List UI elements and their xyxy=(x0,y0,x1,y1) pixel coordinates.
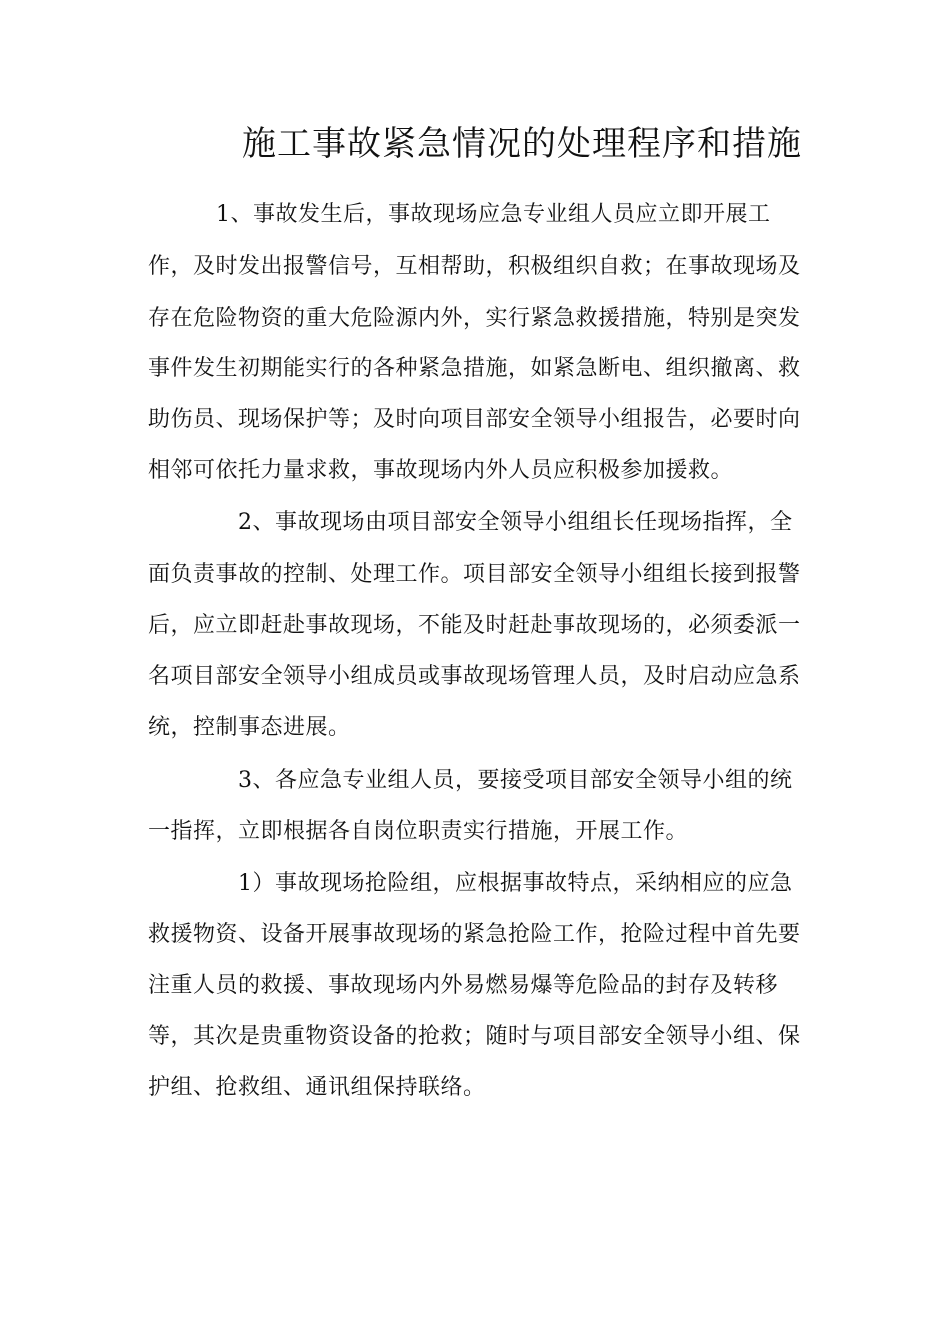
paragraph-1-line-6: 相邻可依托力量求救，事故现场内外人员应积极参加援救。 xyxy=(148,458,734,483)
paragraph-1-line-2: 作，及时发出报警信号，互相帮助，积极组织自救；在事故现场及 xyxy=(148,254,801,279)
paragraph-2-line-2: 面负责事故的控制、处理工作。项目部安全领导小组组长接到报警 xyxy=(148,562,801,587)
paragraph-2-line-3: 后，应立即赶赴事故现场，不能及时赶赴事故现场的，必须委派一 xyxy=(148,613,801,638)
paragraph-2-line-5: 统，控制事态进展。 xyxy=(148,715,351,740)
paragraph-2-line-1: 2、事故现场由项目部安全领导小组组长任现场指挥，全 xyxy=(238,510,793,535)
paragraph-1-line-3: 存在危险物资的重大危险源内外，实行紧急救援措施，特别是突发 xyxy=(148,306,801,331)
paragraph-3-line-1: 3、各应急专业组人员，要接受项目部安全领导小组的统 xyxy=(238,768,793,793)
paragraph-4-line-4: 等，其次是贵重物资设备的抢救；随时与项目部安全领导小组、保 xyxy=(148,1024,801,1049)
paragraph-1-line-5: 助伤员、现场保护等；及时向项目部安全领导小组报告，必要时向 xyxy=(148,407,801,432)
paragraph-4-line-5: 护组、抢救组、通讯组保持联络。 xyxy=(148,1075,486,1100)
paragraph-1-line-4: 事件发生初期能实行的各种紧急措施，如紧急断电、组织撤离、救 xyxy=(148,356,801,381)
paragraph-1-line-1: 1、事故发生后，事故现场应急专业组人员应立即开展工 xyxy=(216,202,771,227)
paragraph-4-line-1: 1）事故现场抢险组，应根据事故特点，采纳相应的应急 xyxy=(238,871,793,896)
paragraph-4-line-3: 注重人员的救援、事故现场内外易燃易爆等危险品的封存及转移 xyxy=(148,973,779,998)
paragraph-3-line-2: 一指挥，立即根据各自岗位职责实行措施，开展工作。 xyxy=(148,819,689,844)
paragraph-4-line-2: 救援物资、设备开展事故现场的紧急抢险工作，抢险过程中首先要 xyxy=(148,922,801,947)
paragraph-2-line-4: 名项目部安全领导小组成员或事故现场管理人员，及时启动应急系 xyxy=(148,664,801,689)
document-title: 施工事故紧急情况的处理程序和措施 xyxy=(242,124,802,164)
